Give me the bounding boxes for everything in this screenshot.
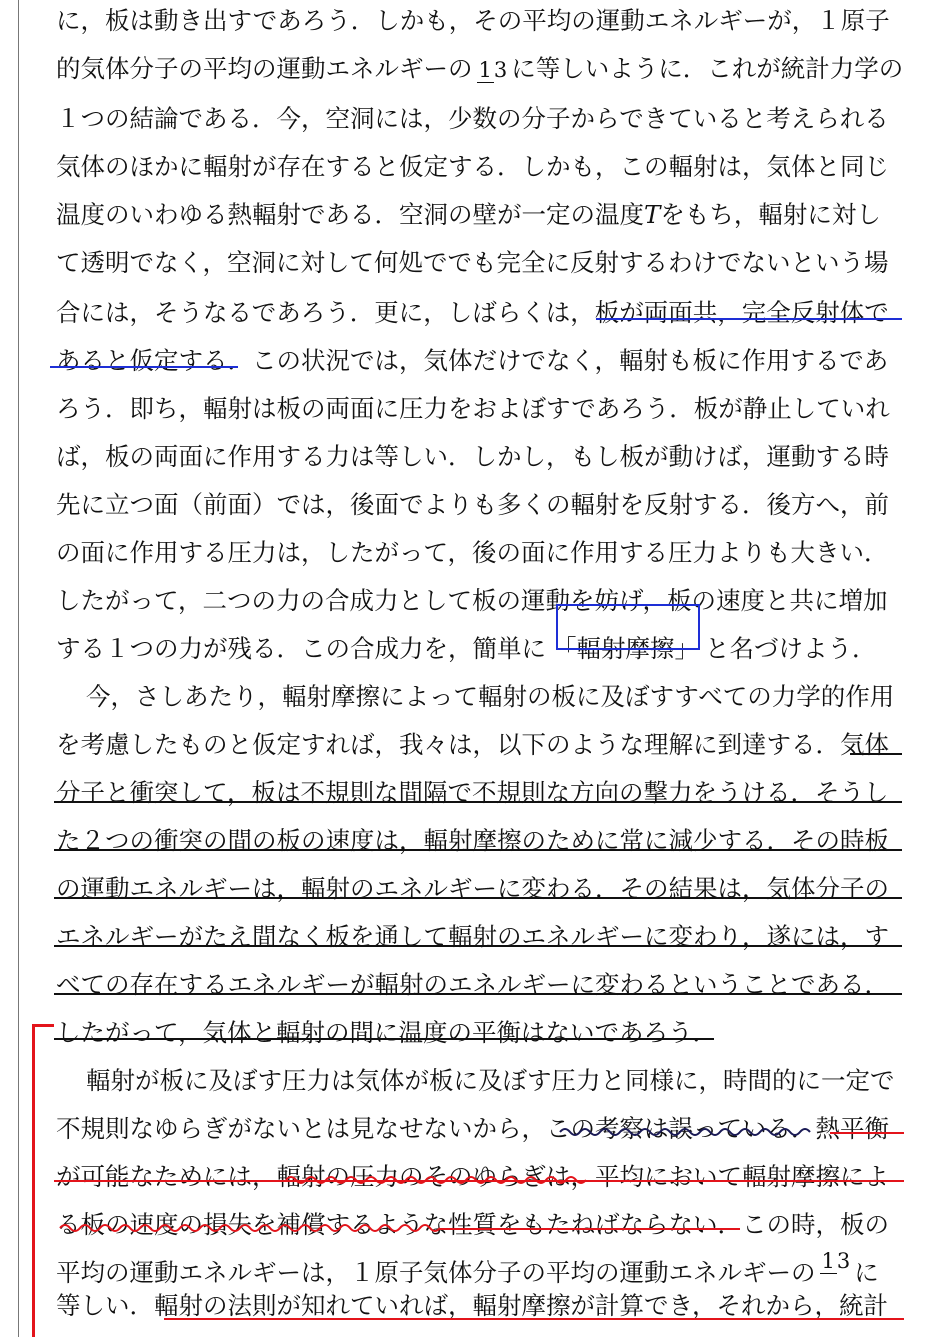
fraction-one-third: 13 — [478, 57, 508, 82]
fraction-one-third: 13 — [821, 1249, 851, 1273]
text-line: 分子と衝突して，板は不規則な間隔で不規則な方向の撃力をうける．そうし — [56, 778, 889, 807]
red-margin-bracket-top — [32, 1024, 54, 1027]
text-line: べての存在するエネルギーが輻射のエネルギーに変わるということである． — [56, 970, 889, 999]
boxed-term-radiation-friction: 「輻射摩擦」 — [552, 634, 699, 663]
text-line: あると仮定する．この状況では，気体だけでなく，輻射も板に作用するであ — [56, 346, 889, 375]
text-line: て透明でなく，空洞に対して何処ででも完全に反射するわけでないという場 — [56, 248, 889, 277]
wavy-underline — [560, 1126, 810, 1138]
text-line: 合には，そうなるであろう．更に，しばらくは，板が両面共，完全反射体で — [56, 298, 889, 327]
text-line: 先に立つ面（前面）では，後面でよりも多くの輻射を反射する．後方へ，前 — [56, 490, 889, 519]
text-line: た２つの衝突の間の板の速度は，輻射摩擦のために常に減少する．その時板 — [56, 826, 889, 855]
text-line: 温度のいわゆる熱輻射である．空洞の壁が一定の温度Tをもち，輻射に対し — [56, 200, 881, 229]
text-line: エネルギーがたえ間なく板を通して輻射のエネルギーに変わり，遂には，す — [56, 922, 889, 951]
text-line: に，板は動き出すであろう．しかも，その平均の運動エネルギーが，１原子 — [56, 6, 890, 35]
wavy-underline-red — [60, 1222, 440, 1234]
text-line: したがって，二つの力の合成力として板の運動を妨げ，板の速度と共に増加 — [56, 586, 888, 615]
red-margin-bracket — [32, 1024, 35, 1337]
text-line: ろう．即ち，輻射は板の両面に圧力をおよぼすであろう．板が静止していれ — [56, 394, 890, 423]
text-line: したがって，気体と輻射の間に温度の平衡はないであろう． — [56, 1018, 718, 1047]
text-line: が可能なためには，輻射の圧力のそのゆらぎは，平均において輻射摩擦によ — [56, 1162, 889, 1191]
text-line: する１つの力が残る．この合成力を，簡単に 「輻射摩擦」 と名づけよう． — [56, 626, 906, 672]
margin-rule — [18, 0, 19, 1337]
temperature-variable: T — [644, 200, 661, 229]
text-line: 今，さしあたり，輻射摩擦によって輻射の板に及ぼすすべての力学的作用 — [86, 682, 895, 711]
text-line: 平均の運動エネルギーは，１原子気体分子の平均の運動エネルギーの 13 に — [56, 1250, 906, 1296]
text-line: の運動エネルギーは，輻射のエネルギーに変わる．その結果は，気体分子の — [56, 874, 889, 903]
text-line: 輻射が板に及ぼす圧力は気体が板に及ぼす圧力と同様に，時間的に一定で — [86, 1066, 895, 1095]
text-line: ば，板の両面に作用する力は等しい．しかし，もし板が動けば，運動する時 — [56, 442, 889, 471]
text-line: 的気体分子の平均の運動エネルギーの 13 に等しいように．これが統計力学の — [56, 54, 904, 83]
text-line: 等しい．輻射の法則が知れていれば，輻射摩擦が計算でき，それから，統計 — [56, 1291, 889, 1320]
text-line: １つの結論である．今，空洞には，少数の分子からできていると考えられる — [56, 104, 889, 133]
text-line: る板の速度の損失を補償するような性質をもたねばならない．この時，板の — [56, 1210, 889, 1239]
text-line: の面に作用する圧力は，したがって，後の面に作用する圧力よりも大きい． — [56, 538, 889, 567]
text-line: 気体のほかに輻射が存在すると仮定する．しかも，この輻射は，気体と同じ — [56, 152, 889, 181]
wavy-underline-red — [286, 1174, 586, 1186]
text-line: 不規則なゆらぎがないとは見なせないから，この考察は誤っている．熱平衡 — [56, 1114, 889, 1143]
text-line: を考慮したものと仮定すれば，我々は，以下のような理解に到達する．気体 — [56, 730, 889, 759]
